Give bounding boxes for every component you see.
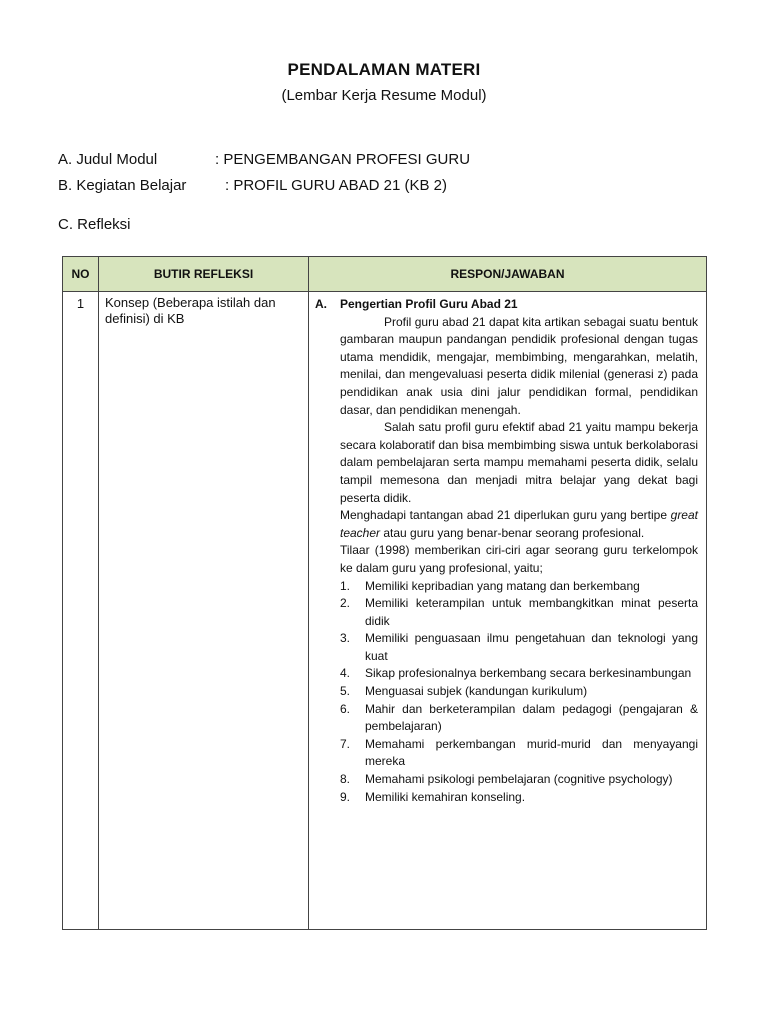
section-letter: A.: [315, 297, 327, 311]
paragraph-definition: Profil guru abad 21 dapat kita artikan sebagai suatu bentuk gambaran maupun pandangan pendidik profesional dengan tugas utama mendidik, mengajar, membimbing, mengarahkan, melatih, menilai, dan mengevaluasi peserta didik milenial (generasi z) pada pendidikan anak usia dini jalur pendidikan formal, pendidikan dasar, dan pendidikan menengah.: [340, 314, 698, 417]
kegiatan-belajar-label: B. Kegiatan Belajar: [58, 177, 187, 194]
table-header-row: [63, 257, 707, 292]
section-title: Pengertian Profil Guru Abad 21: [340, 297, 518, 311]
list-item: [340, 789, 698, 807]
list-item-number: 6.: [340, 701, 351, 716]
list-item-number: 3.: [340, 631, 351, 646]
row-number: 1: [63, 292, 99, 930]
list-item: [340, 683, 698, 701]
list-item-text: Memiliki kemahiran konseling.: [365, 789, 526, 804]
list-item-text: Menguasai subjek (kandungan kurikulum): [365, 684, 588, 699]
judul-modul-row: [58, 151, 470, 168]
list-item-text: Memiliki kepribadian yang matang dan berkembang: [365, 578, 640, 593]
paragraph-tilaar: Tilaar (1998) memberikan ciri-ciri agar seorang guru terkelompok ke dalam guru yang profesional, yaitu;: [340, 543, 698, 575]
paragraph-great-teacher: [340, 507, 698, 542]
list-item-number: 9.: [340, 789, 351, 804]
header-butir-refleksi: BUTIR REFLEKSI: [99, 257, 309, 292]
butir-refleksi-cell: Konsep (Beberapa istilah dan definisi) di KB: [99, 292, 309, 930]
list-item-text: Memiliki penguasaan ilmu pengetahuan dan teknologi yang kuat: [365, 631, 698, 663]
document-title: PENDALAMAN MATERI: [287, 60, 481, 79]
document-subtitle: (Lembar Kerja Resume Modul): [281, 87, 487, 104]
list-item: [340, 595, 698, 630]
list-item-number: 1.: [340, 578, 351, 593]
list-item-number: 8.: [340, 772, 351, 787]
criteria-list: [340, 578, 698, 807]
list-item: [340, 736, 698, 771]
great-teacher-before: Menghadapi tantangan abad 21 diperlukan guru yang bertipe: [340, 508, 671, 523]
list-item-text: Sikap profesionalnya berkembang secara berkesinambungan: [365, 666, 692, 681]
list-item-number: 2.: [340, 596, 351, 611]
judul-modul-label: A. Judul Modul: [58, 151, 158, 168]
great-teacher-italic: great teacher: [340, 508, 698, 540]
paragraph-profil-efektif: Salah satu profil guru efektif abad 21 yaitu mampu bekerja secara kolaboratif dan bisa membimbing siswa untuk berkolaborasi dalam pembelajaran serta mampu memahami peserta didik, selalu tampil memesona dan menjadi mitra belajar yang dekat bagi peserta didik.: [340, 420, 698, 505]
refleksi-heading: C. Refleksi: [58, 216, 131, 233]
list-item: [340, 630, 698, 665]
list-item-number: 7.: [340, 736, 351, 751]
list-item-text: Mahir dan berketerampilan dalam pedagogi (pengajaran & pembelajaran): [365, 701, 698, 734]
kegiatan-belajar-value: : PROFIL GURU ABAD 21 (KB 2): [225, 177, 448, 194]
list-item: [340, 578, 698, 596]
section-heading: [315, 296, 698, 314]
refleksi-table: [62, 256, 707, 930]
list-item-text: Memiliki keterampilan untuk membangkitkan minat peserta didik: [365, 596, 698, 628]
list-item-text: Memahami perkembangan murid-murid dan menyayangi mereka: [365, 736, 698, 769]
respon-cell: [309, 292, 707, 930]
header-no: NO: [63, 257, 99, 292]
table-row: [63, 292, 707, 930]
list-item: [340, 701, 698, 736]
great-teacher-after: atau guru yang benar-benar seorang profesional.: [380, 525, 645, 540]
header-respon-jawaban: RESPON/JAWABAN: [309, 257, 707, 292]
list-item-number: 5.: [340, 684, 351, 699]
list-item: [340, 771, 698, 789]
list-item: [340, 665, 698, 683]
list-item-number: 4.: [340, 666, 351, 681]
kegiatan-belajar-row: [58, 177, 447, 194]
judul-modul-value: : PENGEMBANGAN PROFESI GURU: [215, 151, 471, 168]
list-item-text: Memahami psikologi pembelajaran (cognitive psychology): [365, 772, 673, 787]
